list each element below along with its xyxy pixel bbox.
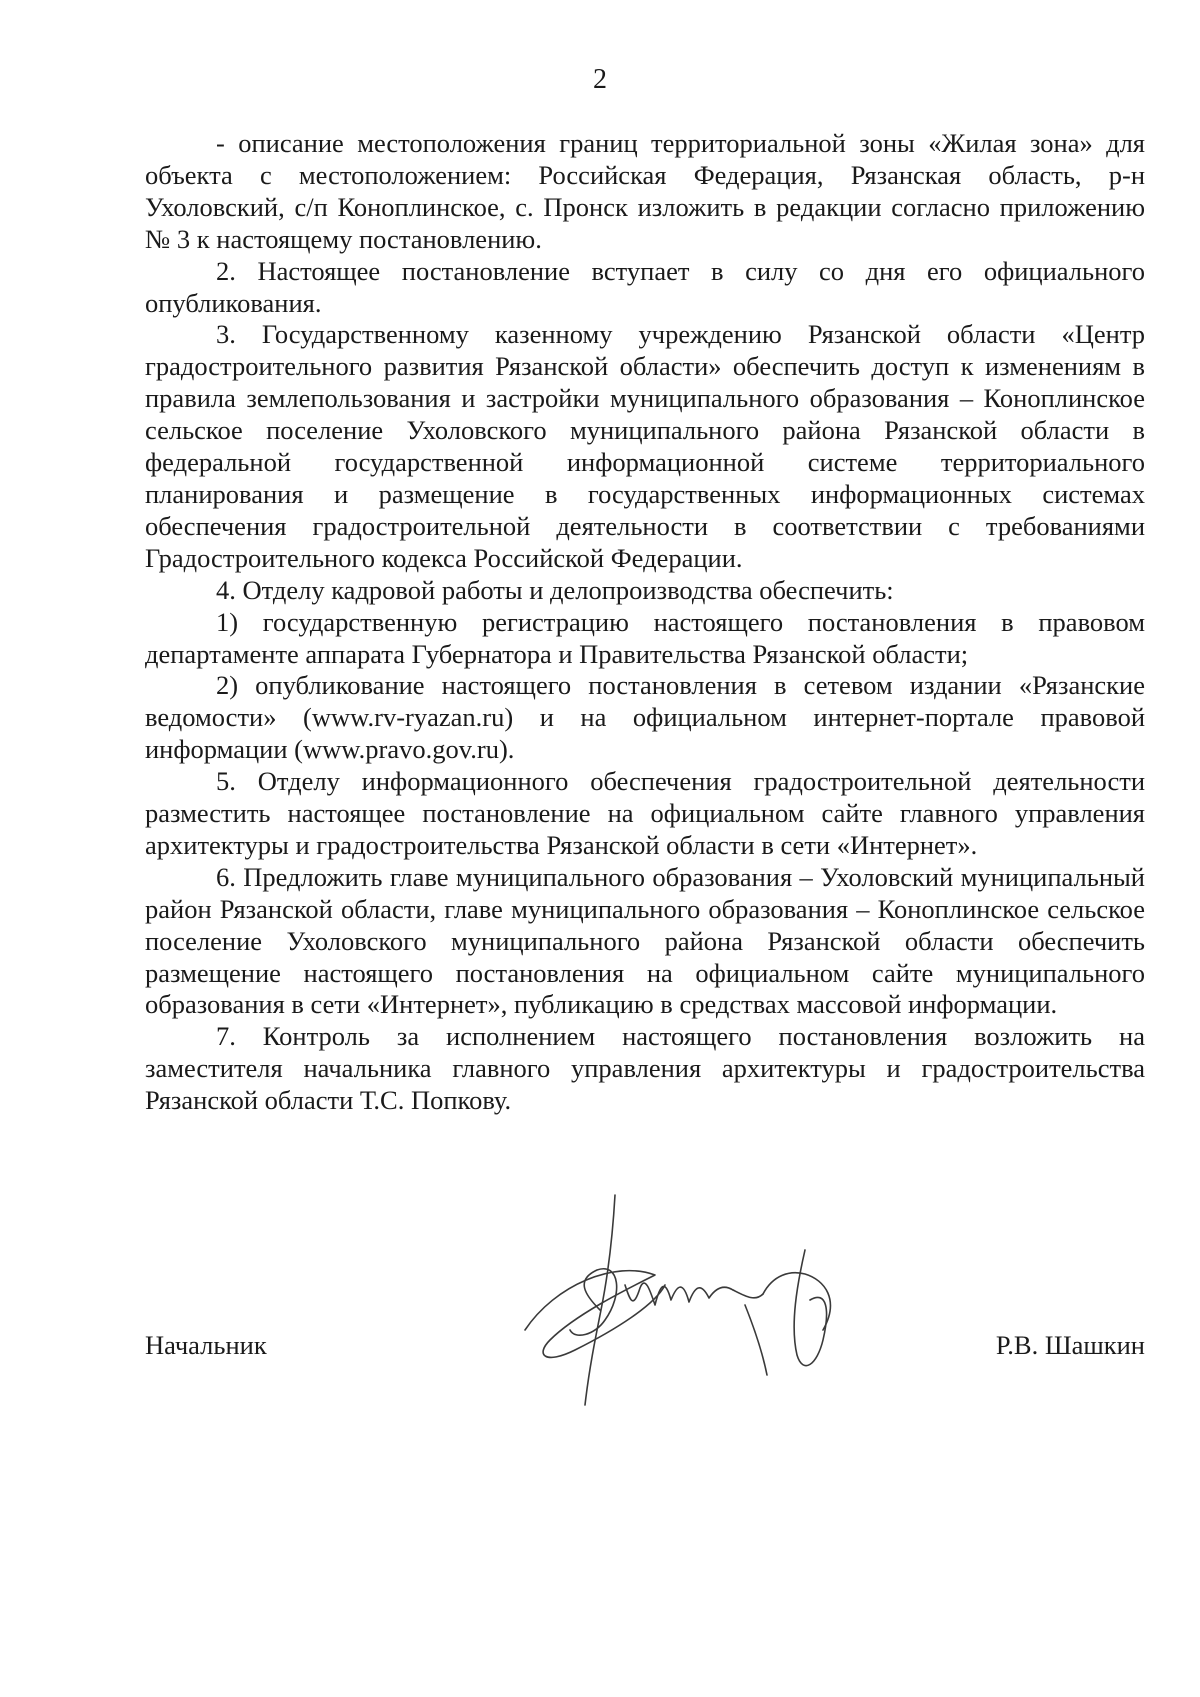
- page-number: 2: [593, 64, 607, 95]
- signatory-title: Начальник: [145, 1330, 267, 1360]
- signature-block: [145, 1330, 1145, 1370]
- paragraph-2-effective-date: 2. Настоящее постановление вступает в силу со дня его официального опубликования.: [145, 255, 1145, 318]
- paragraph-4-1-registration: 1) государственную регистрацию настоящего постановления в правовом департаменте аппарата Губернатора и Правительства Рязанской области;: [145, 606, 1145, 669]
- paragraph-7-control: 7. Контроль за исполнением настоящего постановления возложить на заместителя начальника главного управления архитектуры и градостроительства Рязанской области Т.С. Попкову.: [145, 1021, 1145, 1116]
- paragraph-zone-description: - описание местоположения границ территориальной зоны «Жилая зона» для объекта с местоположением: Российская Федерация, Рязанская область, р-н Ухоловский, с/п Коноплинское, с. Пронск изложить в редакции согласно приложению № 3 к настоящему постановлению.: [145, 128, 1145, 254]
- paragraph-6-municipal-heads: 6. Предложить главе муниципального образования – Ухоловский муниципальный район Рязанской области, главе муниципального образования – Коноплинское сельское поселение Ухоловского муниципального района Рязанской области обеспечить размещение настоящего постановления на официальном сайте муниципального образования в сети «Интернет», публикацию в средствах массовой информации.: [145, 861, 1145, 1020]
- paragraph-3-access: 3. Государственному казенному учреждению Рязанской области «Центр градостроительного развития Рязанской области» обеспечить доступ к изменениям в правила землепользования и застройки муниципального образования – Коноплинское сельское поселение Ухоловского муниципального района Рязанской области в федеральной государственной информационной системе территориального планирования и размещение в государственных информационных системах обеспечения градостроительной деятельности в соответствии с требованиями Градостроительного кодекса Российской Федерации.: [145, 319, 1145, 573]
- handwritten-signature: [505, 1190, 865, 1430]
- signatory-name: Р.В. Шашкин: [995, 1330, 1145, 1360]
- paragraph-5-website: 5. Отделу информационного обеспечения градостроительной деятельности разместить настоящее постановление на официальном сайте главного управления архитектуры и градостроительства Рязанской области в сети «Интернет».: [145, 766, 1145, 860]
- paragraph-4-2-publication: 2) опубликование настоящего постановления в сетевом издании «Рязанские ведомости» (www.rv-ryazan.ru) и на официальном интернет-портале правовой информации (www.pravo.gov.ru).: [145, 670, 1145, 765]
- document-body: [145, 128, 1145, 1117]
- paragraph-4-personnel-department: 4. Отделу кадровой работы и делопроизводства обеспечить:: [216, 574, 894, 605]
